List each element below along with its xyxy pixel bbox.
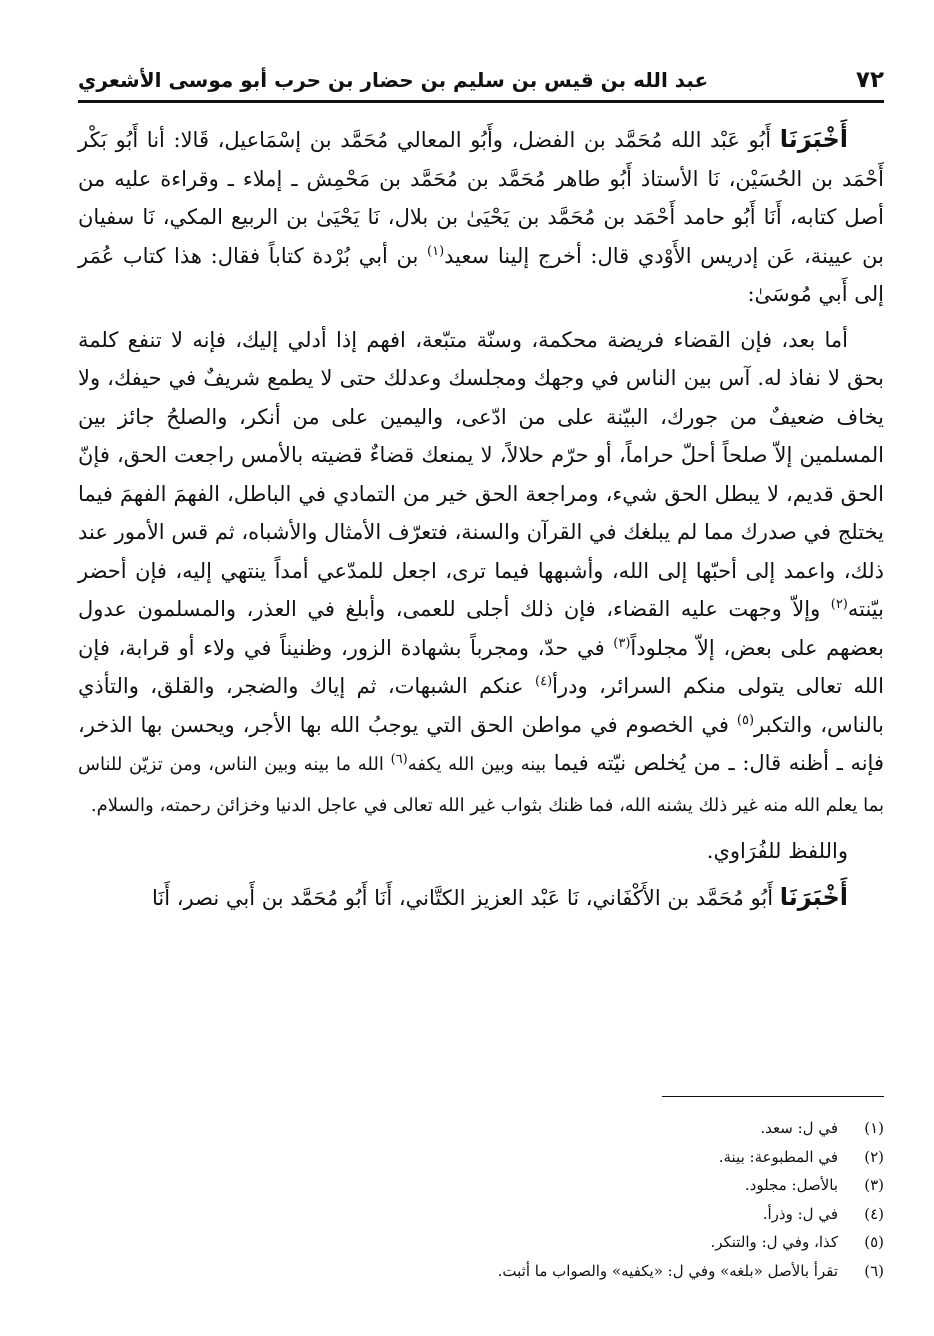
footnote-item [78, 1143, 884, 1172]
text-run: عنكم الشبهات، ثم إياك والضجر، والقلق، والتأذي بالناس، والتكبر [78, 674, 885, 737]
footnote-ref: (٤) [535, 674, 553, 689]
footnote-number: (٦) [864, 1261, 884, 1280]
text-run: في الخصوم في مواطن الحق التي يوجبُ الله بها الأجر، ويحسن بها الذخر، فإنه ـ أظنه قال: ـ من يُخلص نيّته فيما [78, 712, 884, 775]
text-run: بن أبي بُرْدة كتاباً فقال: هذا كتاب عُمَر إلى أَبي مُوسَىٰ: [78, 243, 884, 306]
footnote-item [78, 1171, 884, 1200]
lead-word: أَخْبَرَنَا [779, 882, 848, 911]
text-run: في حدّ، ومجرباً بشهادة الزور، وظنيناً في ولاء أو قرابة، فإن الله تعالى يتولى منكم السرائر، ودرأ [78, 635, 884, 698]
text-run: وإلاّ وجهت عليه القضاء، فإن ذلك أجلى للعمى، وأبلغ في العذر، والمسلمون عدول بعضهم على بعض، إلاّ مجلوداً [78, 597, 884, 660]
footnote-text: بالأصل: مجلود. [744, 1176, 838, 1194]
footnote-ref: (١) [427, 243, 445, 259]
text-run: واللفظ للفُرَاوي. [706, 839, 848, 863]
footnote-number: (٣) [864, 1176, 884, 1194]
text-run: أَبُو عَبْد الله مُحَمَّد بن الفضل، وأَبُو المعالي مُحَمَّد بن إسْمَاعيل، قَالا: أنا أَبُو بَكْر أَحْمَد بن الحُسَيْن، نَا الأستاذ أَبُو طاهر مُحَمَّد بن مُحَمَّد بن مَحْمِش ـ إملاء ـ وقراءة عليه من أصل كتابه، أَنَا أَبُو حامد أَحْمَد بن مُحَمَّد بن يَحْيَىٰ بن بلال، نَا يَحْيَىٰ بن الربيع المكي، نَا سفيان بن عيينة، عَن إدريس الأَوْدي قال: أخرج إلينا سعيد [78, 128, 884, 268]
paragraph-attribution [78, 832, 884, 871]
footnote-ref: (٣) [613, 635, 631, 651]
text-run: أما بعد، فإن القضاء فريضة محكمة، وسنّة متبّعة، افهم إذا أدلي إليك، فإنه لا تنفع كلمة بحق لا نفاذ له. آس بين الناس في وجهك ومجلسك وعدلك حتى لا يطمع شريفٌ في حيفك، ولا يخاف ضعيفٌ من جورك، البيّنة على من ادّعى، واليمين على من أنكر، والصلحُ جائز بين المسلمين إلاّ صلحاً أحلّ حراماً، أو حرّم حلالاً، لا يمنعك قضاءٌ قضيته بالأمس راجعت الحق، فإنّ الحق قديم، لا يبطل الحق شيء، ومراجعة الحق خير من التمادي في الباطل، الفهمَ الفهمَ فيما يختلج في صدرك مما لم يبلغك في القرآن والسنة، فتعرّف الأمثال والأشباه، ثم قس الأمور عند ذلك، واعمد إلى أحبّها إلى الله، وأشبهها فيما ترى، اجعل للمدّعي أمداً ينتهي إليه، فإن أحضر بيّنته [78, 327, 885, 621]
footnote-text: تقرأ بالأصل «بلغه» وفي ل: «يكفيه» والصواب ما أثبت. [497, 1261, 838, 1280]
footnote-number: (٥) [864, 1233, 884, 1251]
text-run: بينه وبين الله يكفه [407, 754, 547, 775]
footnote-text: كذا، وفي ل: والتنكر. [710, 1233, 838, 1251]
footnote-ref: (٢) [830, 597, 848, 612]
footnote-text: في المطبوعة: بينة. [718, 1147, 838, 1166]
footnote-number: (٢) [864, 1147, 884, 1166]
lead-word: أَخْبَرَنَا [779, 125, 848, 153]
footnote-text: في ل: سعد. [760, 1119, 838, 1137]
text-run: أَبُو مُحَمَّد بن الأَكْفَاني، نَا عَبْد العزيز الكتَّاني، أَنَا أَبُو مُحَمَّد بن أَبي نصر، أَنَا [152, 885, 780, 910]
footnote-text: في ل: وذرأ. [762, 1204, 838, 1223]
text-run: الله ما بينه وبين الناس، ومن تزيّن للناس بما يعلم الله منه غير ذلك يشنه الله، فما ظنك بثواب غير الله تعالى في عاجل الدنيا وخزائن رحمته، والسلام. [78, 754, 884, 816]
footnote-item [78, 1114, 884, 1143]
footnote-item [78, 1200, 884, 1229]
paragraph-letter [78, 321, 884, 826]
main-text [78, 120, 884, 917]
footnote-ref: (٥) [736, 712, 755, 728]
footnote-number: (١) [864, 1119, 884, 1137]
footnotes-list [78, 1114, 884, 1285]
paragraph-isnad-next [78, 878, 884, 918]
footnote-item [78, 1257, 884, 1286]
footnote-item [78, 1228, 884, 1257]
page-number: ٧٢ [855, 67, 884, 93]
footnote-number: (٤) [864, 1204, 884, 1223]
running-title: عبد الله بن قيس بن سليم بن حضار بن حرب أبو موسى الأشعري [78, 68, 709, 92]
paragraph-isnad [78, 120, 884, 314]
running-head [78, 60, 884, 103]
footnote-ref: (٦) [390, 752, 408, 767]
footnote-divider [662, 1096, 884, 1097]
